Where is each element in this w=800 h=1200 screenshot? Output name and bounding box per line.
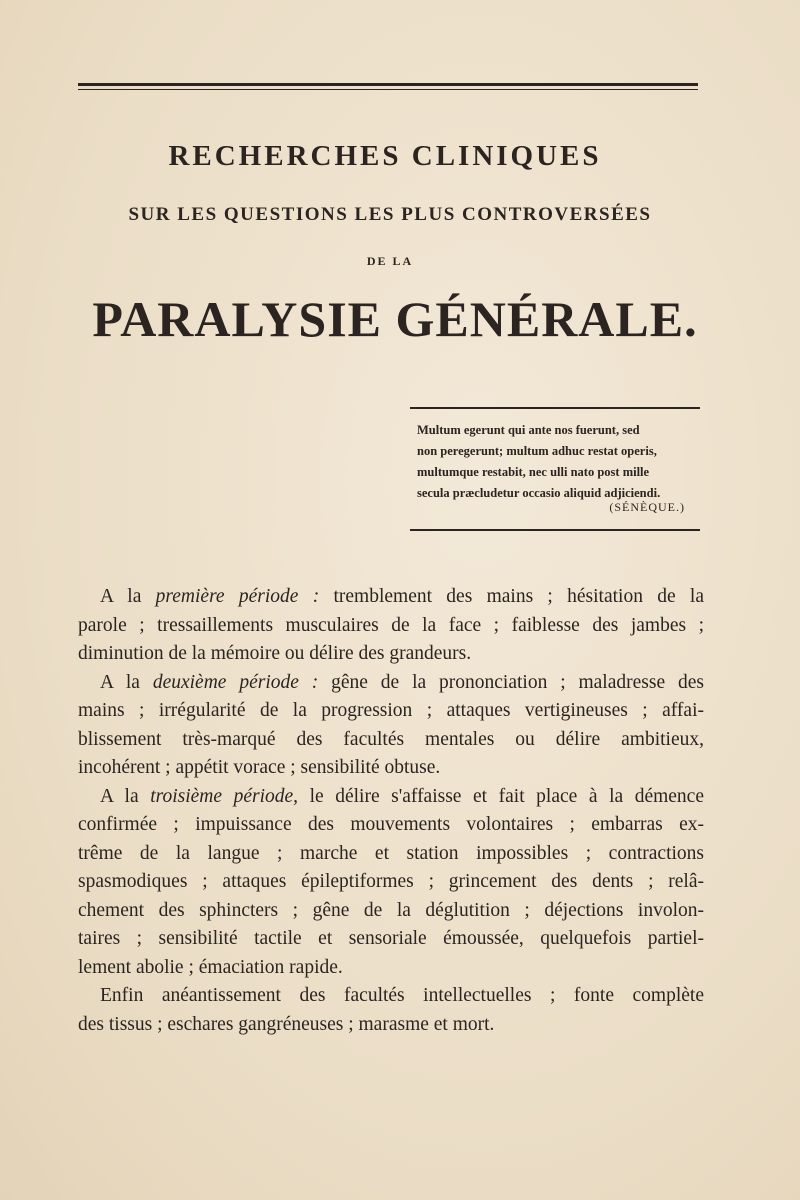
text-line: diminution de la mémoire ou délire des grandeurs. — [78, 643, 472, 664]
epigraph-line: non peregerunt; multum adhuc restat operis, — [417, 444, 657, 458]
text-line: blissement très-marqué des facultés mentales ou délire ambitieux, — [78, 728, 704, 750]
epigraph-rule-top — [410, 407, 700, 409]
title-de-la: DE LA — [366, 254, 414, 268]
paragraph-second-period: A la deuxième période : gêne de la prononciation ; maladresse des — [100, 671, 704, 693]
text-line: trême de la langue ; marche et station impossibles ; contractions — [78, 842, 704, 864]
text-line: chement des sphincters ; gêne de la déglutition ; déjections involon- — [78, 899, 704, 921]
text-line: parole ; tressaillements musculaires de la face ; faiblesse des jambes ; — [78, 614, 704, 636]
epigraph-rule-bottom — [410, 529, 700, 531]
title-recherches-cliniques: RECHERCHES CLINIQUES — [168, 140, 602, 172]
text-line: confirmée ; impuissance des mouvements volontaires ; embarras ex- — [78, 814, 704, 835]
paragraph-first-period: A la première période : tremblement des mains ; hésitation de la — [100, 586, 704, 607]
period-label: troisième période, — [150, 785, 299, 807]
epigraph-line: Multum egerunt qui ante nos fuerunt, sed — [417, 423, 640, 437]
text-line: incohérent ; appétit vorace ; sensibilité obtuse. — [78, 757, 441, 778]
epigraph — [417, 420, 703, 504]
period-label: première période : — [155, 586, 320, 607]
epigraph-line: multumque restabit, nec ulli nato post mille — [417, 465, 650, 479]
paragraph-third-period: A la troisième période, le délire s'affaisse et fait place à la démence — [100, 785, 704, 807]
text-line: spasmodiques ; attaques épileptiformes ; grincement des dents ; relâ- — [78, 871, 704, 892]
period-label: deuxième période : — [152, 671, 319, 693]
epigraph-line: secula præcludetur occasio aliquid adjiciendi. — [417, 486, 661, 500]
epigraph-source: (SÉNÈQUE.) — [609, 500, 685, 514]
text-line: des tissus ; eschares gangréneuses ; marasme et mort. — [78, 1013, 495, 1035]
text-line: mains ; irrégularité de la progression ; attaques vertigineuses ; affai- — [78, 700, 704, 721]
body-text — [78, 583, 704, 1039]
text-line: taires ; sensibilité tactile et sensoriale émoussée, quelquefois partiel- — [78, 928, 704, 949]
paragraph-conclusion: Enfin anéantissement des facultés intellectuelles ; fonte complète — [100, 985, 704, 1006]
title-paralysie-generale: PARALYSIE GÉNÉRALE. — [92, 291, 698, 347]
title-subtitle: SUR LES QUESTIONS LES PLUS CONTROVERSÉES — [128, 204, 652, 225]
header-double-rule — [78, 83, 698, 90]
text-line: lement abolie ; émaciation rapide. — [78, 956, 343, 978]
